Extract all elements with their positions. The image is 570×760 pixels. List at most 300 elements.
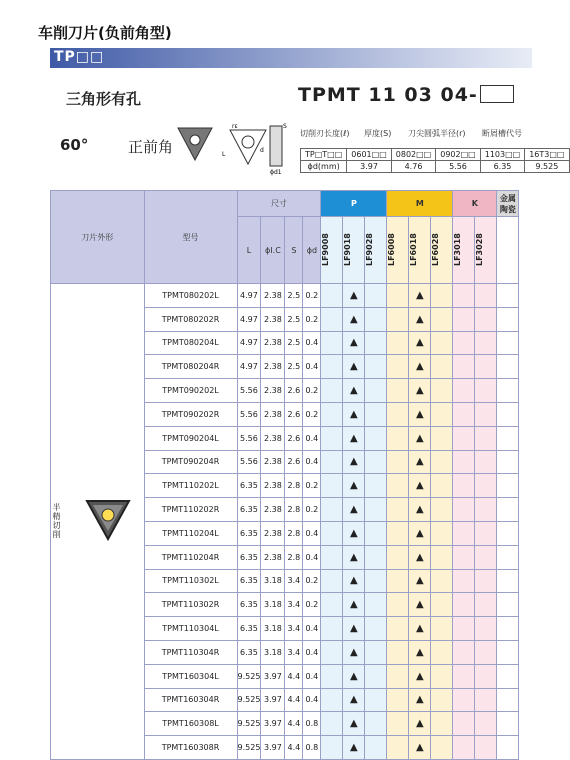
grade-cell [365, 284, 387, 308]
grade-cell: ▲ [343, 640, 365, 664]
group-m-header: M [387, 191, 453, 217]
grade-cell [497, 521, 519, 545]
size-d-cell: 0.4 [303, 664, 321, 688]
size-s-cell: 2.6 [285, 426, 303, 450]
grade-cell [475, 498, 497, 522]
grade-cell [387, 450, 409, 474]
size-s-cell: 4.4 [285, 736, 303, 760]
grade-cell [475, 450, 497, 474]
size-l-cell: 9.525 [237, 736, 261, 760]
size-l-cell: 5.56 [237, 450, 261, 474]
grade-cell [431, 498, 453, 522]
grade-cell [453, 474, 475, 498]
grade-cell [321, 474, 343, 498]
model-cell: TPMT080204L [144, 331, 237, 355]
shape-name: 三角形有孔 [66, 90, 142, 108]
grade-header [475, 217, 497, 284]
size-ic-cell: 3.97 [261, 664, 285, 688]
size-d-cell: 0.4 [303, 640, 321, 664]
grade-cell: ▲ [343, 569, 365, 593]
size-s-cell: 2.6 [285, 379, 303, 403]
size-d-cell: 0.4 [303, 355, 321, 379]
size-s-cell: 3.4 [285, 640, 303, 664]
grade-cell [387, 545, 409, 569]
grade-cell [431, 331, 453, 355]
size-d-cell: 0.2 [303, 379, 321, 403]
grade-cell [497, 307, 519, 331]
size-ic-cell: 2.38 [261, 402, 285, 426]
grade-cell [321, 664, 343, 688]
grade-cell: ▲ [343, 379, 365, 403]
d-label: d [260, 147, 264, 154]
grade-cell [497, 664, 519, 688]
grade-cell: ▲ [409, 450, 431, 474]
grade-cell [321, 712, 343, 736]
grade-cell [321, 521, 343, 545]
grade-cell: ▲ [409, 307, 431, 331]
size-d-cell: 0.2 [303, 284, 321, 308]
size-l-cell: 6.35 [237, 640, 261, 664]
size-ic-cell: 2.38 [261, 284, 285, 308]
side-label: 半精切削 [52, 503, 61, 540]
grade-cell: ▲ [409, 569, 431, 593]
grade-cell [475, 355, 497, 379]
size-l-cell: 6.35 [237, 521, 261, 545]
group-p-header: P [321, 191, 387, 217]
grade-cell: ▲ [409, 593, 431, 617]
size-d-cell: 0.4 [303, 545, 321, 569]
grade-cell [321, 331, 343, 355]
grade-cell [321, 736, 343, 760]
size-cell: ϕd(mm) [301, 161, 347, 173]
grade-cell [497, 331, 519, 355]
grade-cell: ▲ [343, 545, 365, 569]
size-table [300, 148, 570, 173]
size-cell: 0802□□ [391, 149, 435, 161]
insert-header [50, 68, 565, 188]
grade-cell [453, 593, 475, 617]
model-cell: TPMT110304L [144, 617, 237, 641]
grade-cell [497, 712, 519, 736]
grade-cell [365, 664, 387, 688]
grade-cell [431, 355, 453, 379]
grade-cell [475, 688, 497, 712]
size-table-row [301, 161, 570, 173]
grade-cell [475, 521, 497, 545]
grade-cell [431, 664, 453, 688]
grade-cell [431, 379, 453, 403]
model-cell: TPMT080202L [144, 284, 237, 308]
grade-cell: ▲ [343, 664, 365, 688]
grade-cell: ▲ [409, 617, 431, 641]
grade-cell [387, 617, 409, 641]
grade-cell [431, 284, 453, 308]
grade-cell [431, 402, 453, 426]
grade-cell [475, 736, 497, 760]
model-cell: TPMT090202R [144, 402, 237, 426]
size-ic-cell: 3.18 [261, 569, 285, 593]
grade-cell [321, 402, 343, 426]
grade-cell [431, 640, 453, 664]
side-view-icon [270, 126, 282, 166]
size-l-cell: 6.35 [237, 569, 261, 593]
size-d-cell: 0.8 [303, 712, 321, 736]
grade-cell [475, 640, 497, 664]
grade-cell: ▲ [343, 593, 365, 617]
grade-cell [387, 712, 409, 736]
grade-cell [387, 379, 409, 403]
model-cell: TPMT110204R [144, 545, 237, 569]
grade-cell: ▲ [409, 521, 431, 545]
grade-cell [321, 569, 343, 593]
size-l-cell: 5.56 [237, 402, 261, 426]
grade-cell [431, 474, 453, 498]
grade-cell [365, 736, 387, 760]
grade-cell [365, 617, 387, 641]
grade-cell [321, 284, 343, 308]
size-cell: 16T3□□ [525, 149, 569, 161]
grade-cell [453, 712, 475, 736]
size-d-cell: 0.2 [303, 498, 321, 522]
size-ic-cell: 2.38 [261, 379, 285, 403]
insert-image-icon [83, 497, 133, 543]
size-s-cell: 3.4 [285, 617, 303, 641]
grade-label: LF9028 [365, 233, 375, 267]
grade-header-empty [497, 217, 519, 284]
size-ic-cell: 3.97 [261, 712, 285, 736]
size-ic-cell: 2.38 [261, 355, 285, 379]
size-cell: 1103□□ [480, 149, 524, 161]
grade-cell [387, 402, 409, 426]
grade-cell [431, 593, 453, 617]
grade-cell [387, 307, 409, 331]
size-d-cell: 0.4 [303, 426, 321, 450]
grade-cell: ▲ [343, 736, 365, 760]
grade-cell [387, 664, 409, 688]
grade-cell [387, 640, 409, 664]
size-l-cell: 5.56 [237, 426, 261, 450]
grade-cell [475, 664, 497, 688]
model-cell: TPMT110302R [144, 593, 237, 617]
grade-cell [453, 688, 475, 712]
grade-cell [497, 736, 519, 760]
series-label: TP□□ [54, 49, 105, 65]
grade-cell [387, 521, 409, 545]
grade-cell [497, 545, 519, 569]
grade-cell [475, 379, 497, 403]
size-l-cell: 6.35 [237, 593, 261, 617]
size-s-cell: 4.4 [285, 712, 303, 736]
size-table-row [301, 149, 570, 161]
grade-cell [475, 331, 497, 355]
grade-cell [321, 617, 343, 641]
size-d-cell: 0.2 [303, 593, 321, 617]
grade-cell [365, 474, 387, 498]
size-l-cell: 9.525 [237, 712, 261, 736]
grade-label: LF6008 [387, 233, 397, 267]
group-cermet-header: 金属陶瓷 [497, 191, 519, 217]
grade-cell [497, 474, 519, 498]
size-col-l: L [237, 217, 261, 284]
grade-cell: ▲ [343, 521, 365, 545]
grade-cell [365, 593, 387, 617]
code-placeholder-box [480, 85, 514, 103]
size-s-cell: 2.5 [285, 355, 303, 379]
size-d-cell: 0.4 [303, 617, 321, 641]
grade-cell: ▲ [409, 426, 431, 450]
grade-cell [365, 569, 387, 593]
grade-cell [321, 688, 343, 712]
size-s-cell: 3.4 [285, 593, 303, 617]
size-s-cell: 2.6 [285, 450, 303, 474]
grade-cell [453, 426, 475, 450]
grade-cell [321, 450, 343, 474]
grade-cell: ▲ [409, 498, 431, 522]
grade-cell: ▲ [409, 355, 431, 379]
size-cell: 5.56 [436, 161, 480, 173]
grade-label: LF6018 [409, 233, 419, 267]
grade-cell [321, 545, 343, 569]
model-cell: TPMT110202L [144, 474, 237, 498]
grade-cell [453, 664, 475, 688]
model-cell: TPMT090204L [144, 426, 237, 450]
size-s-cell: 3.4 [285, 569, 303, 593]
size-col-ic: ϕI.C [261, 217, 285, 284]
model-cell: TPMT110302L [144, 569, 237, 593]
grade-cell [387, 736, 409, 760]
size-ic-cell: 3.18 [261, 593, 285, 617]
size-ic-cell: 3.97 [261, 736, 285, 760]
grade-cell [365, 498, 387, 522]
size-cell: 0902□□ [436, 149, 480, 161]
grade-cell: ▲ [343, 355, 365, 379]
size-s-cell: 2.5 [285, 284, 303, 308]
grade-cell [497, 617, 519, 641]
angle-label: 60° [60, 136, 89, 154]
size-l-cell: 4.97 [237, 355, 261, 379]
size-d-cell: 0.2 [303, 569, 321, 593]
grade-cell [387, 331, 409, 355]
grade-label: LF9018 [343, 233, 353, 267]
grade-cell: ▲ [409, 736, 431, 760]
grade-cell: ▲ [409, 379, 431, 403]
grade-cell [431, 545, 453, 569]
grade-cell: ▲ [343, 450, 365, 474]
size-l-cell: 9.525 [237, 688, 261, 712]
grade-cell [453, 450, 475, 474]
grade-cell [475, 712, 497, 736]
size-ic-cell: 2.38 [261, 307, 285, 331]
grade-cell [321, 498, 343, 522]
size-s-cell: 4.4 [285, 664, 303, 688]
grade-cell [453, 569, 475, 593]
size-s-cell: 4.4 [285, 688, 303, 712]
grade-cell [321, 426, 343, 450]
grade-header [387, 217, 409, 284]
grade-cell [475, 307, 497, 331]
size-l-cell: 6.35 [237, 617, 261, 641]
grade-cell [453, 307, 475, 331]
grade-header [409, 217, 431, 284]
grade-cell [475, 402, 497, 426]
insert-table [50, 190, 519, 760]
grade-cell: ▲ [409, 640, 431, 664]
grade-label: LF3018 [453, 233, 463, 267]
grade-cell [365, 688, 387, 712]
grade-cell [387, 569, 409, 593]
grade-cell [497, 402, 519, 426]
grade-header [321, 217, 343, 284]
grade-cell [497, 379, 519, 403]
grade-cell: ▲ [409, 688, 431, 712]
size-s-cell: 2.5 [285, 307, 303, 331]
grade-cell: ▲ [409, 712, 431, 736]
s-label: S [283, 123, 287, 130]
grade-cell [497, 688, 519, 712]
group-k-header: K [453, 191, 497, 217]
hole-outline-icon [242, 136, 254, 148]
grade-cell: ▲ [343, 688, 365, 712]
grade-cell [365, 521, 387, 545]
size-ic-cell: 2.38 [261, 521, 285, 545]
grade-cell [453, 521, 475, 545]
size-s-cell: 2.5 [285, 331, 303, 355]
model-cell: TPMT110304R [144, 640, 237, 664]
grade-cell: ▲ [343, 474, 365, 498]
grade-label: LF3028 [475, 233, 485, 267]
grade-cell [387, 284, 409, 308]
grade-cell [365, 712, 387, 736]
grade-cell [321, 593, 343, 617]
size-d-cell: 0.8 [303, 736, 321, 760]
grade-cell [453, 545, 475, 569]
insert-drawing-svg [170, 120, 290, 180]
grade-cell [475, 569, 497, 593]
grade-cell [431, 688, 453, 712]
size-s-cell: 2.6 [285, 402, 303, 426]
insert-code [298, 84, 514, 106]
grade-header [453, 217, 475, 284]
model-cell: TPMT160304L [144, 664, 237, 688]
insert-image-cell [73, 284, 144, 760]
col-shape-header: 刀片外形 [51, 191, 145, 284]
grade-label: LF9008 [321, 233, 331, 267]
grade-cell [475, 545, 497, 569]
size-l-cell: 6.35 [237, 474, 261, 498]
grade-cell [497, 355, 519, 379]
size-col-s: S [285, 217, 303, 284]
size-ic-cell: 2.38 [261, 450, 285, 474]
thickness-label: 厚度(S) [364, 129, 392, 138]
edge-length-label: 切削刃长度(ℓ) [300, 129, 350, 138]
size-s-cell: 2.8 [285, 521, 303, 545]
grade-cell [497, 569, 519, 593]
size-cell: 9.525 [525, 161, 569, 173]
code-text: TPMT 11 03 04- [298, 84, 478, 106]
grade-cell [475, 617, 497, 641]
grade-cell [365, 307, 387, 331]
grade-cell [453, 379, 475, 403]
l-label: L [222, 151, 226, 158]
grade-cell [431, 426, 453, 450]
nose-radius-label: 刀尖圆弧半径(r) [408, 129, 466, 138]
size-s-cell: 2.8 [285, 498, 303, 522]
grade-cell [431, 736, 453, 760]
grade-header [431, 217, 453, 284]
grade-cell [497, 498, 519, 522]
grade-cell [453, 284, 475, 308]
grade-cell: ▲ [409, 664, 431, 688]
grade-cell [497, 640, 519, 664]
grade-cell: ▲ [343, 402, 365, 426]
model-cell: TPMT090204R [144, 450, 237, 474]
grade-cell [475, 284, 497, 308]
size-cell: 4.76 [391, 161, 435, 173]
grade-cell [365, 426, 387, 450]
grade-cell: ▲ [343, 498, 365, 522]
grade-cell [453, 736, 475, 760]
grade-cell [387, 688, 409, 712]
grade-cell [497, 426, 519, 450]
grade-cell [387, 498, 409, 522]
size-cell: 6.35 [480, 161, 524, 173]
grade-label: LF6028 [431, 233, 441, 267]
model-cell: TPMT160308L [144, 712, 237, 736]
grade-header [365, 217, 387, 284]
grade-cell [321, 307, 343, 331]
grade-cell [497, 593, 519, 617]
re-label: rε [232, 123, 238, 130]
grade-cell [365, 355, 387, 379]
grade-cell: ▲ [343, 712, 365, 736]
grade-cell [431, 569, 453, 593]
chipbreaker-label: 断屑槽代号 [482, 129, 522, 138]
grade-cell [453, 617, 475, 641]
grade-cell [431, 617, 453, 641]
grade-cell: ▲ [409, 331, 431, 355]
grade-cell [475, 426, 497, 450]
grade-cell: ▲ [343, 307, 365, 331]
model-cell: TPMT080202R [144, 307, 237, 331]
grade-cell: ▲ [409, 284, 431, 308]
grade-cell [453, 402, 475, 426]
size-l-cell: 4.97 [237, 307, 261, 331]
grade-cell [365, 379, 387, 403]
size-ic-cell: 2.38 [261, 498, 285, 522]
size-d-cell: 0.2 [303, 474, 321, 498]
grade-cell [431, 307, 453, 331]
grade-cell [453, 640, 475, 664]
page-title: 车削刀片(负前角型) [38, 24, 172, 42]
size-ic-cell: 2.38 [261, 545, 285, 569]
table-row [51, 284, 519, 308]
col-model-header: 型号 [144, 191, 237, 284]
grade-cell [365, 640, 387, 664]
grade-cell [321, 355, 343, 379]
model-cell: TPMT090202L [144, 379, 237, 403]
side-label-cell [51, 284, 74, 760]
grade-cell: ▲ [343, 617, 365, 641]
size-ic-cell: 2.38 [261, 331, 285, 355]
grade-cell [497, 450, 519, 474]
size-ic-cell: 2.38 [261, 474, 285, 498]
grade-cell [453, 355, 475, 379]
grade-cell: ▲ [409, 402, 431, 426]
model-cell: TPMT110202R [144, 498, 237, 522]
size-cell: TP□T□□ [301, 149, 347, 161]
grade-cell [321, 379, 343, 403]
grade-cell: ▲ [343, 426, 365, 450]
